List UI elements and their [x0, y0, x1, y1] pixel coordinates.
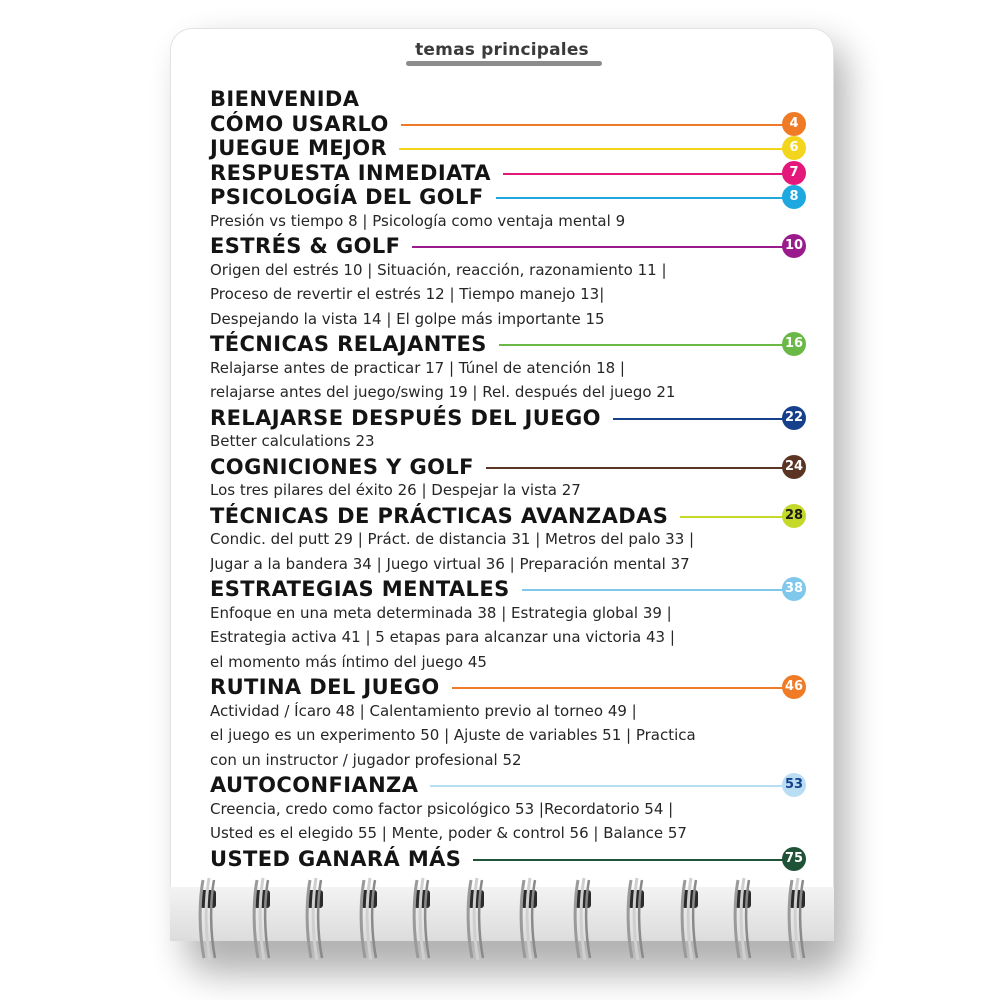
section-heading	[210, 772, 806, 797]
section-leader-line	[399, 148, 794, 150]
section-title: TÉCNICAS DE PRÁCTICAS AVANZADAS	[210, 503, 669, 528]
section-title: ESTRATEGIAS MENTALES	[210, 577, 510, 601]
section-leader-line	[412, 246, 794, 248]
spiral-coil	[251, 872, 273, 964]
section-heading	[210, 86, 806, 111]
subtopic-line: Despejando la vista 14 | El golpe más importante 15	[210, 309, 605, 328]
subtopic-line: Condic. del putt 29 | Práct. de distancia 31 | Metros del palo 33 |	[210, 530, 695, 548]
section-leader-line	[496, 197, 794, 199]
section-leader-line	[499, 344, 794, 346]
subtopic-line: Relajarse antes de practicar 17 | Túnel de atención 18 |	[210, 358, 625, 377]
page-number-badge: 7	[782, 161, 806, 185]
section-title: AUTOCONFIANZA	[210, 773, 419, 797]
section-title: PSICOLOGÍA DEL GOLF	[210, 185, 484, 209]
section-title: ESTRÉS & GOLF	[210, 234, 401, 258]
spiral-coil	[786, 872, 808, 964]
subtopic-line: Creencia, credo como factor psicológico 53 |Recordatorio 54 |	[210, 799, 674, 818]
subtopic-line: Origen del estrés 10 | Situación, reacción, razonamiento 11 |	[210, 260, 667, 279]
subtopic-line: con un instructor / jugador profesional 52	[210, 750, 522, 769]
section-title: JUEGUE MEJOR	[210, 136, 388, 160]
notebook-page	[170, 28, 834, 940]
section-title: CÓMO USARLO	[210, 111, 389, 136]
section-leader-line	[401, 124, 794, 126]
section-leader-line	[430, 785, 794, 787]
section-heading	[210, 405, 806, 430]
section-leader-line	[613, 418, 794, 420]
spiral-coil	[732, 872, 754, 964]
page-number-badge: 53	[782, 773, 806, 797]
section-leader-line	[452, 687, 794, 689]
spiral-coil	[465, 872, 487, 964]
page-number-badge: 75	[782, 847, 806, 871]
section-heading	[210, 135, 806, 160]
page-number-badge: 6	[782, 136, 806, 160]
subtopic-line: el momento más íntimo del juego 45	[210, 652, 487, 671]
section-heading	[210, 454, 806, 479]
section-title: RESPUESTA INMEDIATA	[210, 160, 491, 185]
section-title: TÉCNICAS RELAJANTES	[210, 332, 487, 356]
section-title: COGNICIONES Y GOLF	[210, 454, 474, 479]
page-number-badge: 4	[782, 112, 806, 136]
table-of-contents	[210, 86, 806, 870]
spiral-coil	[411, 872, 433, 964]
page-number-badge: 16	[782, 332, 806, 356]
spiral-coil	[197, 872, 219, 964]
spiral-coil	[679, 872, 701, 964]
subtopic-line: Jugar a la bandera 34 | Juego virtual 36 | Preparación mental 37	[210, 554, 690, 573]
section-title: RELAJARSE DESPUÉS DEL JUEGO	[210, 405, 601, 430]
section-leader-line	[522, 589, 794, 591]
section-heading	[210, 184, 806, 209]
subtopic-line: Presión vs tiempo 8 | Psicología como ventaja mental 9	[210, 211, 626, 230]
subtopic-line: Los tres pilares del éxito 26 | Despejar la vista 27	[210, 481, 581, 499]
section-heading	[210, 331, 806, 356]
subtopic-line: Estrategia activa 41 | 5 etapas para alcanzar una victoria 43 |	[210, 628, 675, 646]
section-title: RUTINA DEL JUEGO	[210, 675, 440, 699]
subtopic-line: el juego es un experimento 50 | Ajuste de variables 51 | Practica	[210, 726, 696, 744]
page-number-badge: 8	[782, 185, 806, 209]
section-heading	[210, 674, 806, 699]
section-leader-line	[486, 467, 794, 469]
subtopic-line: Better calculations 23	[210, 432, 375, 450]
subtopic-line: Proceso de revertir el estrés 12 | Tiempo manejo 13|	[210, 285, 605, 303]
section-heading	[210, 576, 806, 601]
spiral-coil	[518, 872, 540, 964]
section-heading	[210, 846, 806, 871]
section-heading	[210, 160, 806, 185]
section-heading	[210, 233, 806, 258]
page-number-badge: 24	[782, 455, 806, 479]
spiral-coil	[304, 872, 326, 964]
page-number-badge: 10	[782, 234, 806, 258]
page-number-badge: 22	[782, 406, 806, 430]
page-number-badge: 38	[782, 577, 806, 601]
spiral-coil	[358, 872, 380, 964]
page-header	[170, 40, 834, 60]
subtopic-line: Usted es el elegido 55 | Mente, poder & control 56 | Balance 57	[210, 824, 687, 842]
section-leader-line	[473, 859, 794, 861]
subtopic-line: Enfoque en una meta determinada 38 | Estrategia global 39 |	[210, 603, 672, 622]
subtopic-line: Actividad / Ícaro 48 | Calentamiento previo al torneo 49 |	[210, 701, 637, 720]
page-number-badge: 28	[782, 504, 806, 528]
section-title: USTED GANARÁ MÁS	[210, 846, 462, 871]
section-leader-line	[680, 516, 794, 518]
section-heading	[210, 111, 806, 136]
section-leader-line	[503, 173, 794, 175]
header-underline	[406, 61, 602, 66]
spiral-coil	[625, 872, 647, 964]
section-title: BIENVENIDA	[210, 87, 360, 111]
spiral-coil	[572, 872, 594, 964]
header-title: temas principales	[415, 40, 589, 60]
section-heading	[210, 503, 806, 528]
subtopic-line: relajarse antes del juego/swing 19 | Rel. después del juego 21	[210, 383, 676, 401]
page-number-badge: 46	[782, 675, 806, 699]
